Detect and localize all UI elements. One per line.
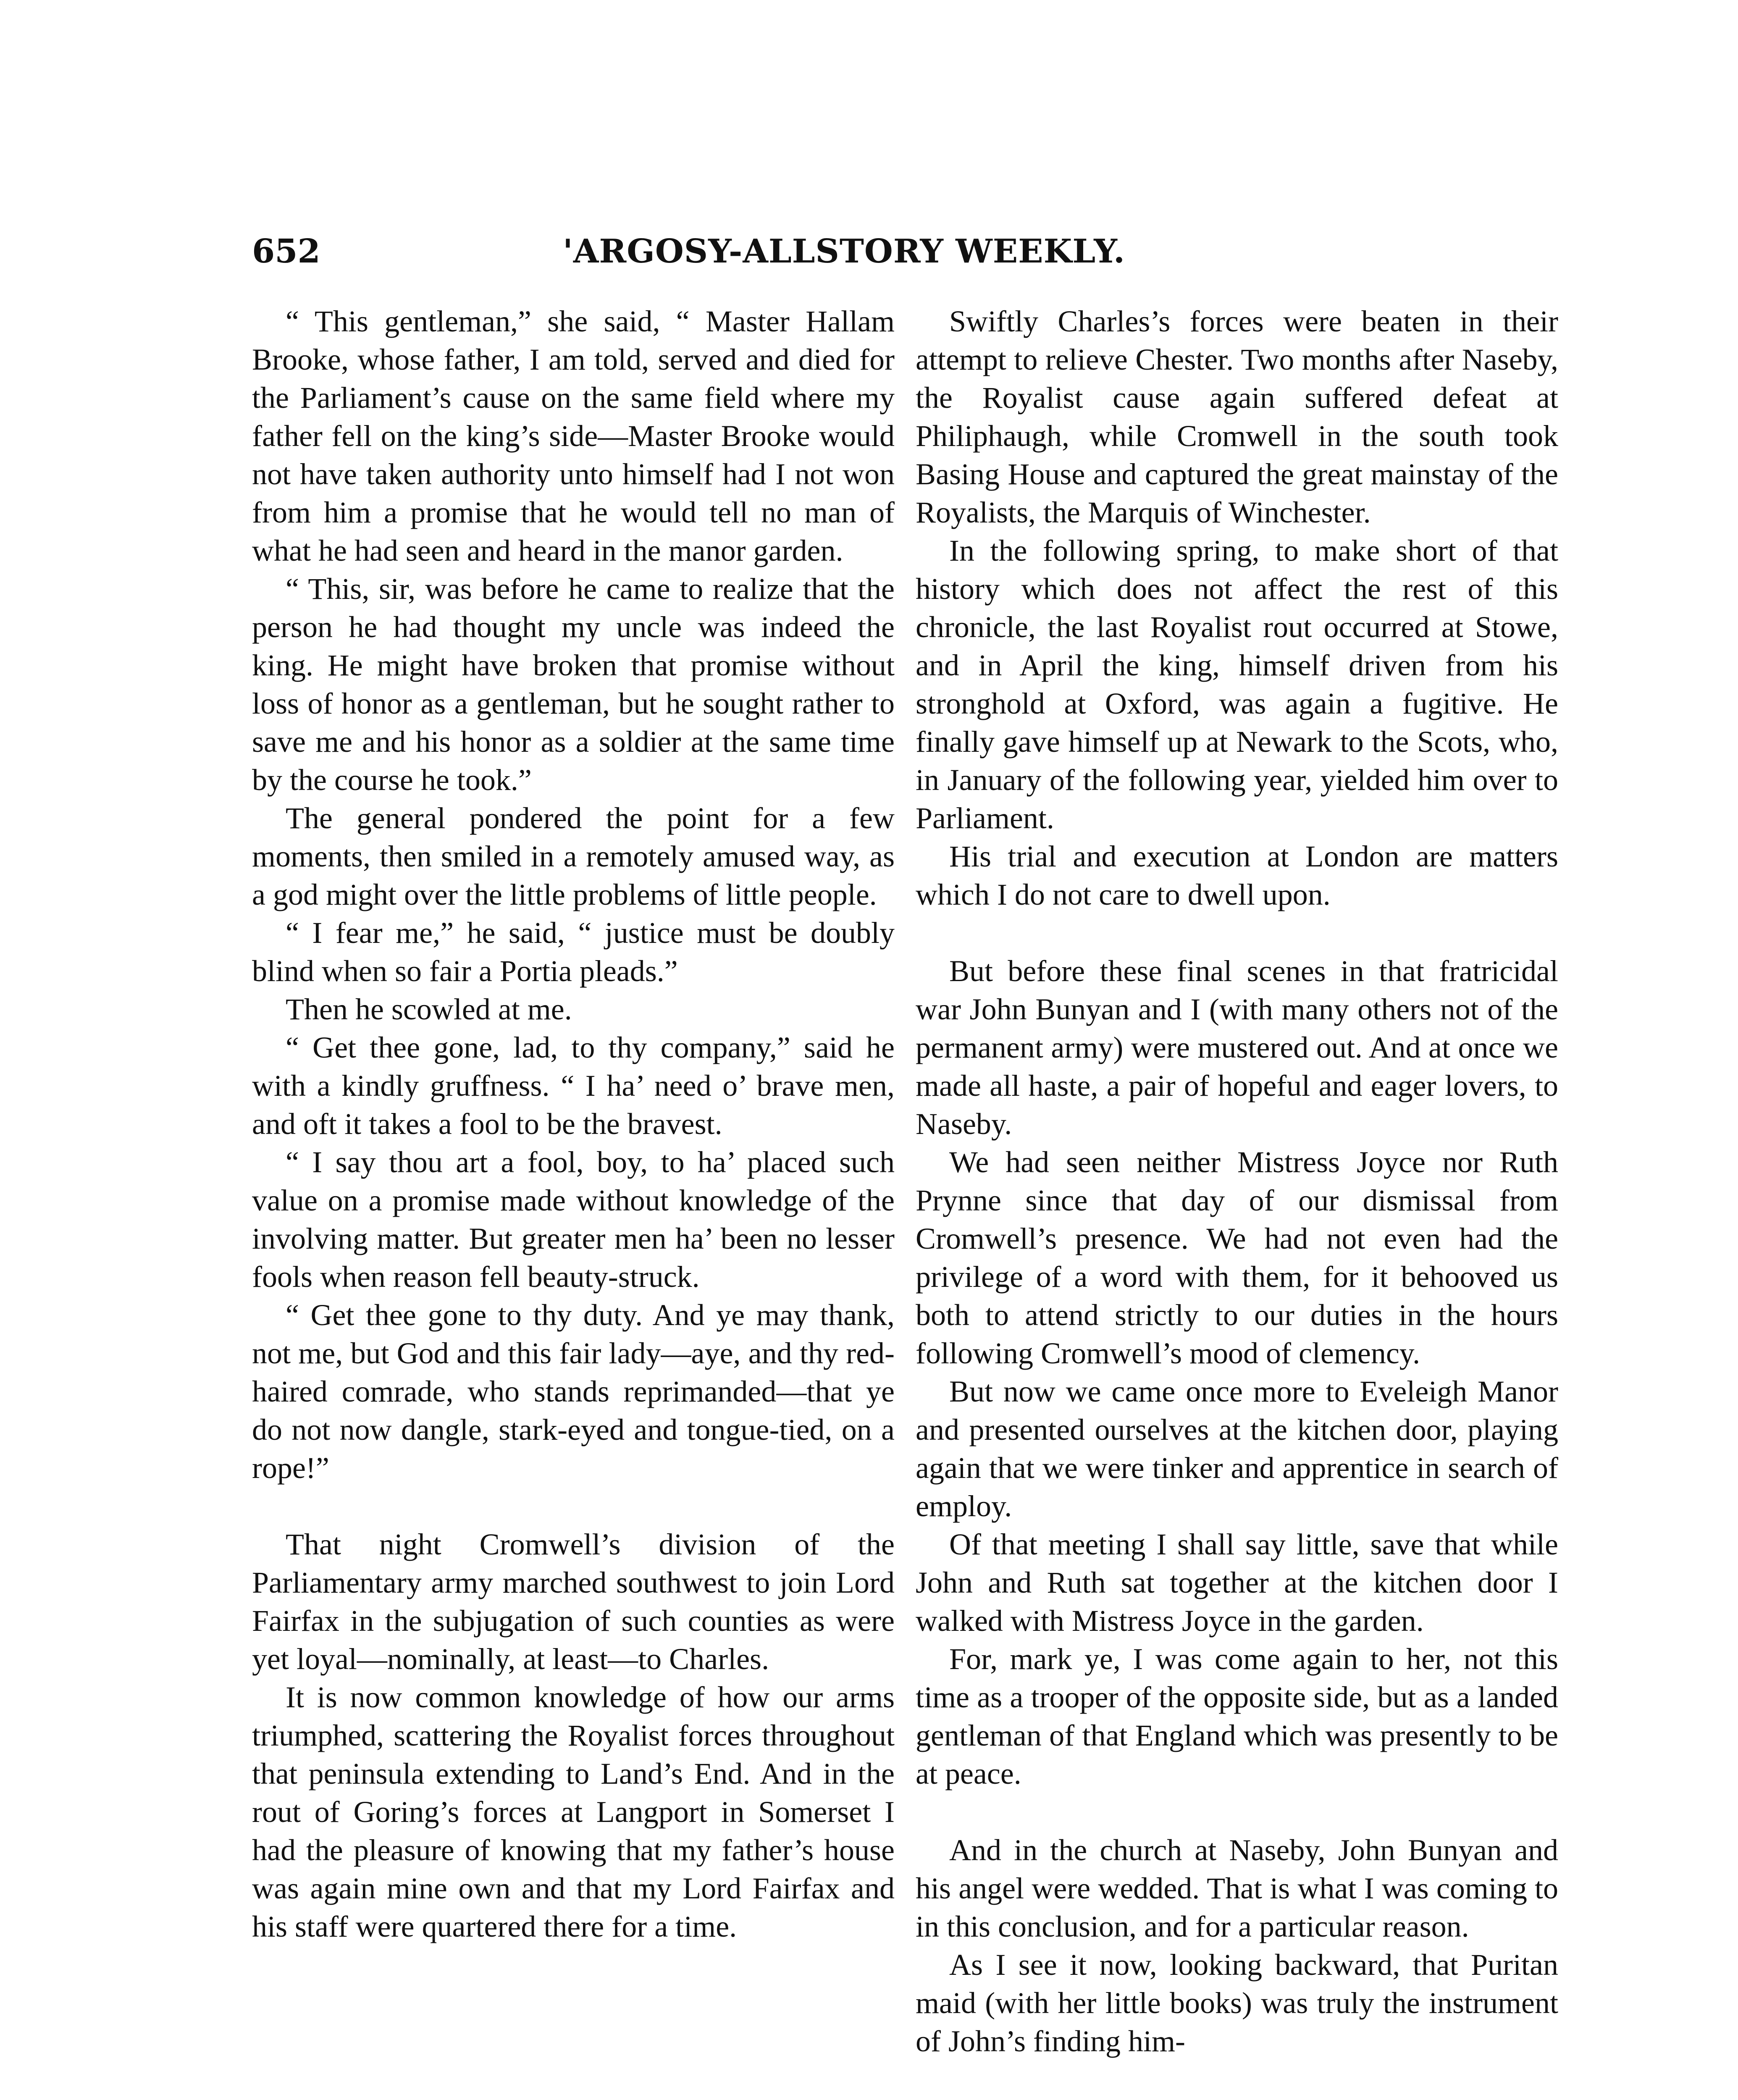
paragraph: In the following spring, to make short of that history which does not affect the rest of this chronicle, the last Royalist rout occurred at Stowe, and in April the king, himself driven from his stronghold at Oxford, was again a fugitive. He finally gave himself up at Newark to the Scots, who, in January of the following year, yielded him over to Parliament. — [916, 534, 1558, 835]
paragraph: That night Cromwell’s division of the Parliamentary army marched southwest to join Lord Fairfax in the subjugation of such counties as were yet loyal—nominally, at least—to Charles. — [252, 1528, 895, 1676]
paragraph: It is now common knowledge of how our arms triumphed, scattering the Royalist forces throughout that peninsula extending to Land’s End. And in the rout of Goring’s forces at Langport in Somerset I had the pleasure of knowing that my father’s house was again mine own and that my Lord Fairfax and his staff were quartered there for a time. — [252, 1680, 895, 1943]
paragraph: And in the church at Naseby, John Bunyan and his angel were wedded. That is what I was coming to in this conclusion, and for a particular reason. — [916, 1833, 1558, 1943]
paragraph: The general pondered the point for a few moments, then smiled in a remotely amused way, as a god might over the little problems of little people. — [252, 801, 895, 911]
paragraph: Of that meeting I shall say little, save that while John and Ruth sat together at the kitchen door I walked with Mistress Joyce in the garden. — [916, 1528, 1558, 1638]
right-column — [916, 302, 1558, 2061]
paragraph: We had seen neither Mistress Joyce nor Ruth Prynne since that day of our dismissal from Cromwell’s presence. We had not even had the privilege of a word with them, for it behooved us both to attend strictly to our duties in the hours following Cromwell’s mood of clemency. — [916, 1145, 1558, 1370]
paragraph: “ I fear me,” he said, “ justice must be doubly blind when so fair a Portia pleads.” — [252, 916, 895, 988]
paragraph: “ This gentleman,” she said, “ Master Hallam Brooke, whose father, I am told, served and died for the Parliament’s cause on the same field where my father fell on the king’s side—Master Brooke would not have taken authority unto himself had I not won from him a promise that he would tell no man of what he had seen and heard in the manor garden. — [252, 304, 895, 567]
paragraph: But before these final scenes in that fratricidal war John Bunyan and I (with many others not of the permanent army) were mustered out. And at once we made all haste, a pair of hopeful and eager lovers, to Naseby. — [916, 954, 1558, 1141]
paragraph: “ This, sir, was before he came to realize that the person he had thought my uncle was indeed the king. He might have broken that promise without loss of honor as a gentleman, but he sought rather to save me and his honor as a soldier at the same time by the course he took.” — [252, 572, 895, 797]
paragraph: But now we came once more to Eveleigh Manor and presented ourselves at the kitchen door, playing again that we were tinker and apprentice in search of employ. — [916, 1375, 1558, 1523]
paragraph: “ Get thee gone, lad, to thy company,” said he with a kindly gruffness. “ I ha’ need o’ brave men, and oft it takes a fool to be the bravest. — [252, 1031, 895, 1141]
paragraph: Then he scowled at me. — [286, 992, 572, 1026]
paragraph: Swiftly Charles’s forces were beaten in their attempt to relieve Chester. Two months after Naseby, the Royalist cause again suffered defeat at Philiphaugh, while Cromwell in the south took Basing House and captured the great mainstay of the Royalists, the Marquis of Winchester. — [916, 304, 1558, 529]
paragraph: “ I say thou art a fool, boy, to ha’ placed such value on a promise made without knowledge of the involving matter. But greater men ha’ been no lesser fools when reason fell beauty-struck. — [252, 1145, 895, 1294]
page-number: 652 — [252, 232, 320, 270]
paragraph: His trial and execution at London are matters which I do not care to dwell upon. — [916, 840, 1558, 911]
left-column — [252, 302, 895, 1946]
paragraph: As I see it now, looking backward, that Puritan maid (with her little books) was truly the instrument of John’s finding him- — [916, 1948, 1558, 2058]
paragraph: For, mark ye, I was come again to her, not this time as a trooper of the opposite side, but as a landed gentleman of that England which was presently to be at peace. — [916, 1642, 1558, 1790]
paragraph: “ Get thee gone to thy duty. And ye may thank, not me, but God and this fair lady—aye, and thy red-haired comrade, who stands reprimanded—that ye do not now dangle, stark-eyed and tongue-tied, on a rope!” — [252, 1298, 895, 1485]
running-head: 'ARGOSY-ALLSTORY WEEKLY. — [563, 232, 1126, 270]
